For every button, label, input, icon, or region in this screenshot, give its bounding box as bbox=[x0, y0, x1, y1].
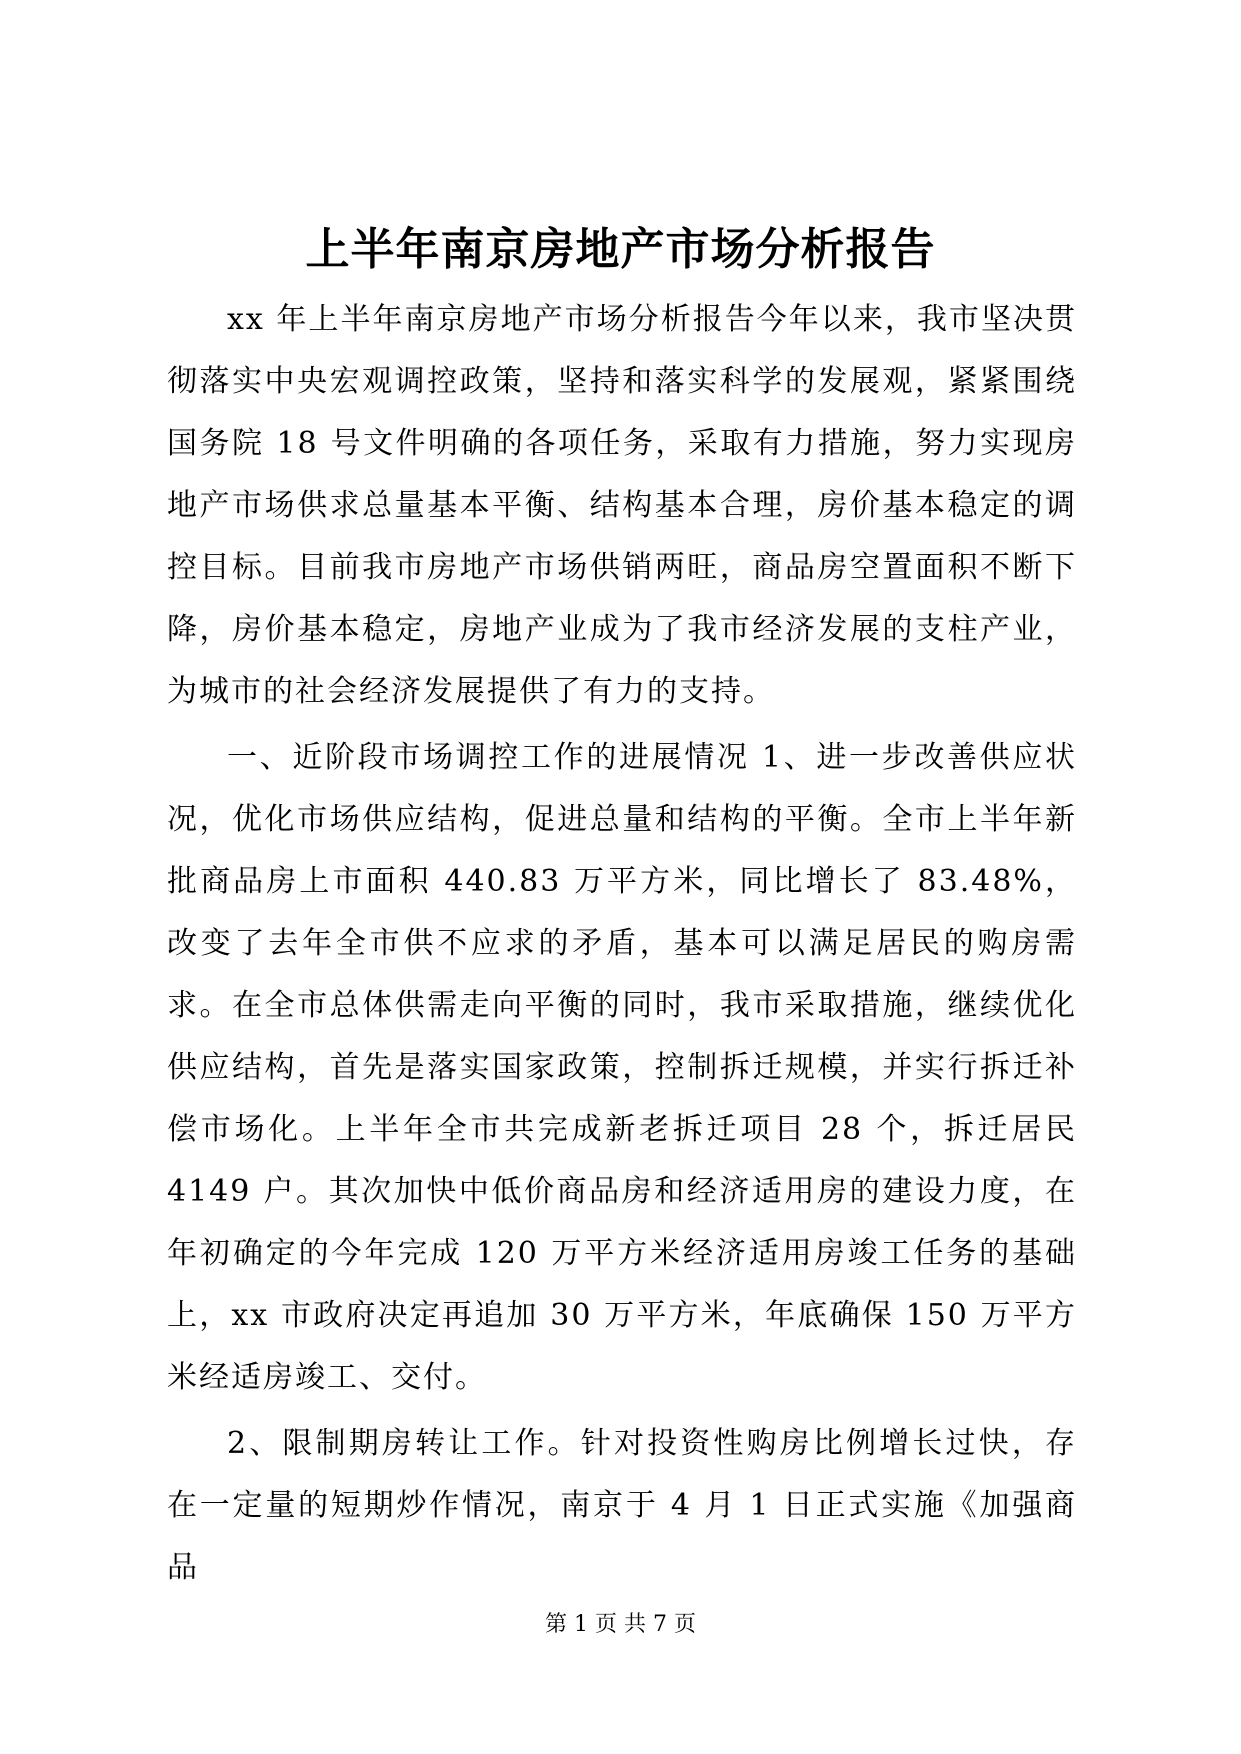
document-body bbox=[167, 289, 1077, 1599]
page-footer: 第 1 页 共 7 页 bbox=[545, 1612, 696, 1637]
document-title: 上半年南京房地产市场分析报告 bbox=[305, 224, 936, 275]
paragraph-intro: xx 年上半年南京房地产市场分析报告今年以来，我市坚决贯彻落实中央宏观调控政策，坚持和落实科学的发展观，紧紧围绕国务院 18 号文件明确的各项任务，采取有力措施，努力实现房地产市场供求总量基本平衡、结构基本合理，房价基本稳定的调控目标。目前我市房地产市场供销两旺，商品房空置面积不断下降，房价基本稳定，房地产业成为了我市经济发展的支柱产业，为城市的社会经济发展提供了有力的支持。 bbox=[167, 302, 1077, 709]
paragraph-section-2: 2、限制期房转让工作。针对投资性购房比例增长过快，存在一定量的短期炒作情况，南京于 4 月 1 日正式实施《加强商品 bbox=[167, 1426, 1077, 1585]
paragraph-section-1: 一、近阶段市场调控工作的进展情况 1、进一步改善供应状况，优化市场供应结构，促进总量和结构的平衡。全市上半年新批商品房上市面积 440.83 万平方米，同比增长了 83.48%，改变了去年全市供不应求的矛盾，基本可以满足居民的购房需求。在全市总体供需走向平衡的同时，我市采取措施，继续优化供应结构，首先是落实国家政策，控制拆迁规模，并实行拆迁补偿市场化。上半年全市共完成新老拆迁项目 28 个，拆迁居民 4149 户。其次加快中低价商品房和经济适用房的建设力度，在年初确定的今年完成 120 万平方米经济适用房竣工任务的基础上，xx 市政府决定再追加 30 万平方米，年底确保 150 万平方米经适房竣工、交付。 bbox=[167, 740, 1077, 1395]
